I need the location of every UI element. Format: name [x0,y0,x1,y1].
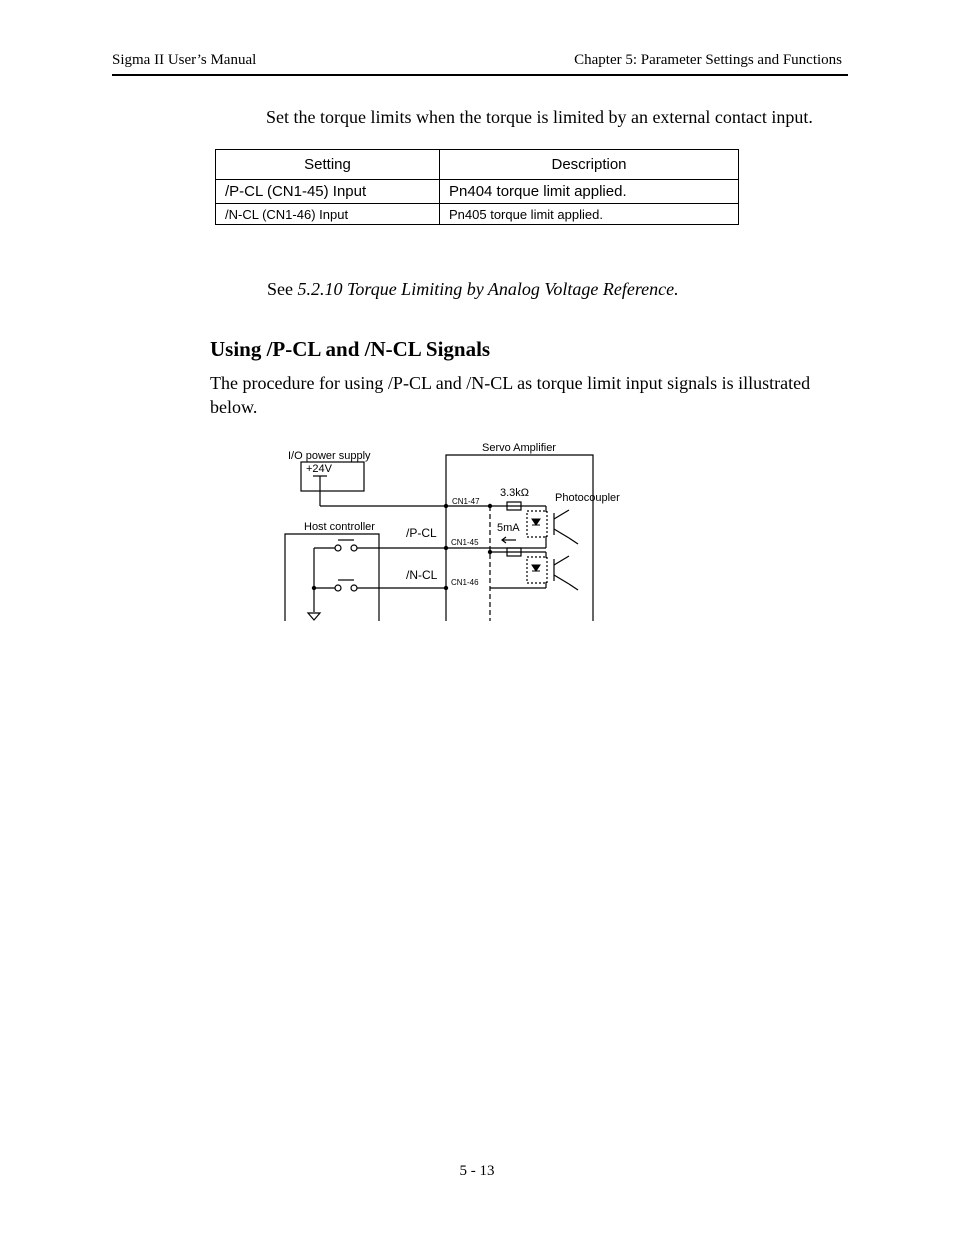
see-reference-link: 5.2.10 Torque Limiting by Analog Voltage Reference. [297,279,679,299]
resistor-label: 3.3kΩ [500,487,530,499]
wiring-diagram [270,432,650,627]
table-header-setting: Setting [216,150,440,180]
n-cl-label: /N-CL [406,568,438,582]
table-header-description: Description [440,150,739,180]
header-rule [112,74,848,76]
io-power-supply-label: I/O power supply [288,450,371,462]
see-reference [267,279,679,300]
pin-cn1-46-label: CN1-46 [451,578,479,587]
pin-cn1-47-label: CN1-47 [452,497,480,506]
photocoupler-label: Photocoupler [555,492,620,504]
intro-text: Set the torque limits when the torque is limited by an external contact input. [266,107,813,127]
table-row [216,180,739,204]
p-cl-label: /P-CL [406,526,437,540]
torque-limit-table [215,149,739,225]
table-cell-setting: /P-CL (CN1-45) Input [216,180,440,204]
table-cell-description: Pn405 torque limit applied. [440,204,739,225]
table-header-row [216,150,739,180]
table-row [216,204,739,225]
header-chapter-title: Chapter 5: Parameter Settings and Functions [574,52,842,68]
page-number: 5 - 13 [459,1163,495,1179]
see-prefix: See [267,279,298,299]
voltage-label: +24V [306,463,332,475]
host-controller-box [285,534,379,621]
section-body: The procedure for using /P-CL and /N-CL as torque limit input signals is illustrated below. [210,373,811,417]
ground-icon [308,613,320,620]
current-label: 5mA [497,522,520,534]
servo-amplifier-label: Servo Amplifier [482,442,556,454]
table-cell-setting: /N-CL (CN1-46) Input [216,204,440,225]
host-controller-label: Host controller [304,521,375,533]
table-cell-description: Pn404 torque limit applied. [440,180,739,204]
section-heading: Using /P-CL and /N-CL Signals [210,337,491,361]
header-manual-title: Sigma II User’s Manual [112,52,257,68]
pin-cn1-45-label: CN1-45 [451,538,479,547]
